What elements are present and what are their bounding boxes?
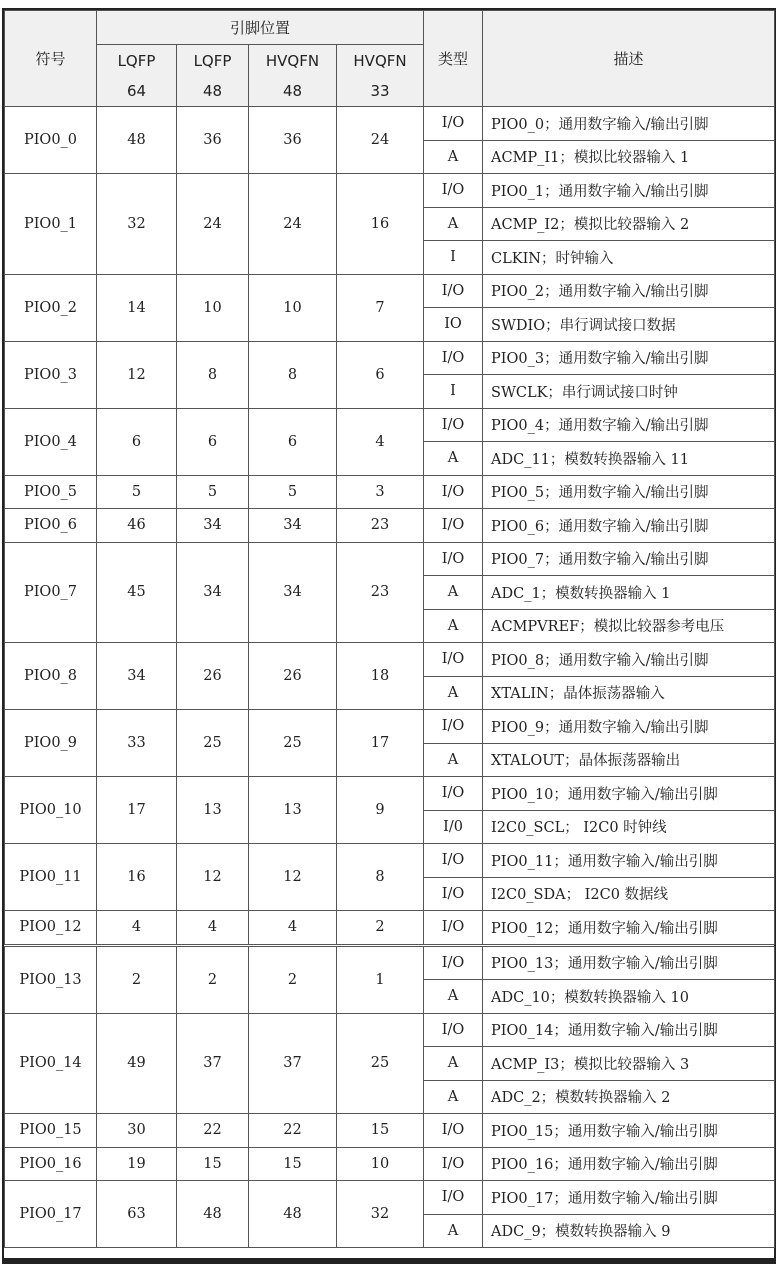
pin-number: 33 [97,710,177,777]
table-row [5,643,775,677]
pin-description: ADC_1；模数转换器输入 1 [483,576,775,610]
package-header: HVQFN 33 [337,45,424,107]
pin-type: I/O [424,1114,483,1148]
pin-number: 46 [97,509,177,543]
pin-description: PIO0_7；通用数字输入/输出引脚 [483,542,775,576]
pin-number: 6 [337,341,424,408]
pin-number: 6 [177,408,249,475]
pin-number: 10 [249,274,337,341]
table-row [5,509,775,543]
pin-description: ADC_11；模数转换器输入 11 [483,442,775,476]
pin-description: PIO0_6；通用数字输入/输出引脚 [483,509,775,543]
pin-type: A [424,576,483,610]
pin-description: PIO0_4；通用数字输入/输出引脚 [483,408,775,442]
pin-number: 36 [177,107,249,174]
pin-type: A [424,676,483,710]
pin-type: A [424,1047,483,1081]
pin-type: A [424,980,483,1014]
pin-number: 32 [97,174,177,275]
pin-type: A [424,1214,483,1248]
pin-description: PIO0_16；通用数字输入/输出引脚 [483,1147,775,1181]
pin-type: I/O [424,1147,483,1181]
pin-symbol: PIO0_3 [5,341,97,408]
pin-type: I/O [424,107,483,141]
pin-description: PIO0_5；通用数字输入/输出引脚 [483,475,775,509]
table-row [5,542,775,576]
pin-type: I/O [424,509,483,543]
pin-number: 4 [177,911,249,946]
pin-description: PIO0_0；通用数字输入/输出引脚 [483,107,775,141]
pin-type: I/O [424,174,483,208]
pin-type: I [424,375,483,409]
pin-type: IO [424,308,483,342]
package-header: LQFP 64 [97,45,177,107]
pin-description: XTALIN；晶体振荡器输入 [483,676,775,710]
pin-number: 13 [249,777,337,844]
pin-type: I/O [424,877,483,911]
table-row [5,945,775,980]
pin-type: I/O [424,1181,483,1215]
pin-number: 19 [97,1147,177,1181]
pin-number: 49 [97,1013,177,1114]
pin-number: 13 [177,777,249,844]
pin-symbol: PIO0_16 [5,1147,97,1181]
pin-symbol: PIO0_1 [5,174,97,275]
pin-description: PIO0_17；通用数字输入/输出引脚 [483,1181,775,1215]
package-header: HVQFN 48 [249,45,337,107]
pin-number: 45 [97,542,177,643]
table-row [5,710,775,744]
table-row [5,1181,775,1215]
pin-number: 6 [97,408,177,475]
pin-position-header: 引脚位置 [97,11,424,45]
pin-number: 3 [337,475,424,509]
pin-number: 37 [249,1013,337,1114]
description-header: 描述 [483,11,775,107]
table-row [5,107,775,141]
table-row [5,911,775,946]
pin-description: ACMP_I2；模拟比较器输入 2 [483,207,775,241]
pin-symbol: PIO0_17 [5,1181,97,1248]
pin-description: PIO0_12；通用数字输入/输出引脚 [483,911,775,946]
pin-number: 2 [177,945,249,1013]
pin-type: A [424,442,483,476]
pin-type: I/O [424,475,483,509]
table-header [5,11,775,107]
pin-number: 4 [97,911,177,946]
pin-type: A [424,609,483,643]
pin-number: 26 [249,643,337,710]
pin-number: 4 [337,408,424,475]
pin-description: XTALOUT；晶体振荡器输出 [483,743,775,777]
pin-number: 22 [249,1114,337,1148]
pin-type: I/0 [424,810,483,844]
pin-description: ADC_9；模数转换器输入 9 [483,1214,775,1248]
pin-number: 1 [337,945,424,1013]
pin-number: 6 [249,408,337,475]
pin-number: 25 [249,710,337,777]
pin-symbol: PIO0_0 [5,107,97,174]
table-body [5,107,775,1248]
pin-description: I2C0_SDA； I2C0 数据线 [483,877,775,911]
pin-type: A [424,743,483,777]
pin-number: 25 [337,1013,424,1114]
package-header: LQFP 48 [177,45,249,107]
pin-description: I2C0_SCL； I2C0 时钟线 [483,810,775,844]
table-row [5,1114,775,1148]
pin-number: 12 [97,341,177,408]
pin-number: 34 [177,509,249,543]
pin-type: A [424,140,483,174]
table-row [5,1147,775,1181]
table-row [5,844,775,878]
pin-number: 14 [97,274,177,341]
pin-number: 16 [337,174,424,275]
pin-number: 15 [337,1114,424,1148]
table-row [5,274,775,308]
pin-number: 9 [337,777,424,844]
pin-symbol: PIO0_14 [5,1013,97,1114]
pin-number: 12 [177,844,249,911]
pin-number: 23 [337,542,424,643]
pin-description: PIO0_9；通用数字输入/输出引脚 [483,710,775,744]
pin-table-frame [2,8,776,1260]
pin-symbol: PIO0_13 [5,945,97,1013]
pin-type: I/O [424,542,483,576]
pin-description: PIO0_13；通用数字输入/输出引脚 [483,945,775,980]
pin-symbol: PIO0_15 [5,1114,97,1148]
pin-type: I [424,241,483,275]
pin-symbol: PIO0_12 [5,911,97,946]
pin-number: 2 [249,945,337,1013]
pin-description: PIO0_2；通用数字输入/输出引脚 [483,274,775,308]
pin-symbol: PIO0_6 [5,509,97,543]
bottom-rule [2,1260,776,1264]
pin-symbol: PIO0_2 [5,274,97,341]
pin-number: 30 [97,1114,177,1148]
pin-symbol: PIO0_4 [5,408,97,475]
pin-description: PIO0_1；通用数字输入/输出引脚 [483,174,775,208]
pin-description-table [4,10,775,1248]
pin-number: 4 [249,911,337,946]
pin-number: 37 [177,1013,249,1114]
pin-description: PIO0_14；通用数字输入/输出引脚 [483,1013,775,1047]
pin-description: SWCLK；串行调试接口时钟 [483,375,775,409]
pin-number: 5 [249,475,337,509]
pin-number: 8 [337,844,424,911]
pin-number: 48 [177,1181,249,1248]
pin-type: I/O [424,911,483,946]
pin-type: I/O [424,844,483,878]
table-row [5,1013,775,1047]
pin-description: PIO0_8；通用数字输入/输出引脚 [483,643,775,677]
pin-type: A [424,1080,483,1114]
pin-symbol: PIO0_7 [5,542,97,643]
pin-type: I/O [424,710,483,744]
pin-number: 24 [177,174,249,275]
pin-number: 26 [177,643,249,710]
pin-type: I/O [424,341,483,375]
pin-number: 24 [337,107,424,174]
pin-number: 17 [337,710,424,777]
pin-number: 63 [97,1181,177,1248]
pin-number: 48 [97,107,177,174]
pin-symbol: PIO0_8 [5,643,97,710]
pin-description: ADC_2；模数转换器输入 2 [483,1080,775,1114]
pin-number: 36 [249,107,337,174]
pin-description: PIO0_10；通用数字输入/输出引脚 [483,777,775,811]
pin-description: SWDIO；串行调试接口数据 [483,308,775,342]
pin-number: 5 [97,475,177,509]
table-row [5,475,775,509]
pin-number: 15 [249,1147,337,1181]
pin-number: 23 [337,509,424,543]
pin-number: 34 [249,542,337,643]
pin-description: ACMPVREF；模拟比较器参考电压 [483,609,775,643]
pin-description: PIO0_3；通用数字输入/输出引脚 [483,341,775,375]
pin-number: 32 [337,1181,424,1248]
pin-number: 7 [337,274,424,341]
table-row [5,777,775,811]
pin-number: 24 [249,174,337,275]
pin-type: A [424,207,483,241]
pin-number: 5 [177,475,249,509]
pin-type: I/O [424,1013,483,1047]
pin-number: 10 [337,1147,424,1181]
pin-number: 2 [337,911,424,946]
pin-description: ACMP_I3；模拟比较器输入 3 [483,1047,775,1081]
pin-description: PIO0_15；通用数字输入/输出引脚 [483,1114,775,1148]
pin-number: 12 [249,844,337,911]
pin-symbol: PIO0_10 [5,777,97,844]
pin-number: 34 [249,509,337,543]
pin-symbol: PIO0_5 [5,475,97,509]
pin-number: 8 [177,341,249,408]
pin-number: 22 [177,1114,249,1148]
pin-symbol: PIO0_9 [5,710,97,777]
pin-description: PIO0_11；通用数字输入/输出引脚 [483,844,775,878]
pin-number: 25 [177,710,249,777]
pin-number: 16 [97,844,177,911]
pin-type: I/O [424,643,483,677]
pin-type: I/O [424,274,483,308]
pin-symbol: PIO0_11 [5,844,97,911]
table-row [5,174,775,208]
pin-number: 10 [177,274,249,341]
type-header: 类型 [424,11,483,107]
pin-number: 15 [177,1147,249,1181]
table-row [5,408,775,442]
pin-type: I/O [424,408,483,442]
pin-description: ADC_10；模数转换器输入 10 [483,980,775,1014]
pin-type: I/O [424,777,483,811]
pin-number: 48 [249,1181,337,1248]
pin-number: 18 [337,643,424,710]
pin-number: 8 [249,341,337,408]
pin-description: CLKIN；时钟输入 [483,241,775,275]
table-row [5,341,775,375]
pin-number: 17 [97,777,177,844]
symbol-header: 符号 [5,11,97,107]
pin-number: 34 [177,542,249,643]
pin-number: 34 [97,643,177,710]
pin-number: 2 [97,945,177,1013]
pin-description: ACMP_I1；模拟比较器输入 1 [483,140,775,174]
pin-type: I/O [424,945,483,980]
